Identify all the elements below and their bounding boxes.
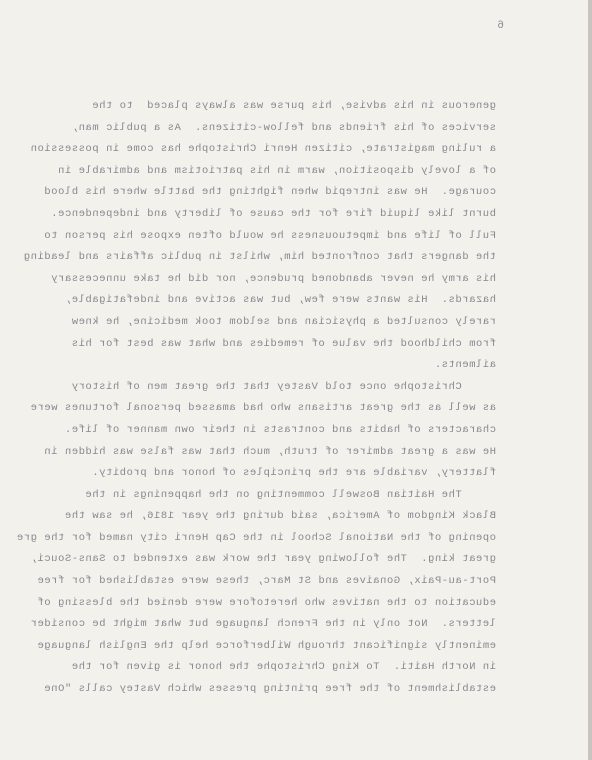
text-line: hazards. His wants were few, but was active and indefatigable, [64,294,496,307]
text-line: his army he never abandoned prudence, nor did he take unnecessary [50,272,496,285]
text-line: generous in his advise, his purse was always placed to the [91,100,496,112]
text-line: courage. He was intrepid when fighting the battle where his blood [43,186,496,199]
page-edge [588,0,592,760]
text-line: opening of the National School in the Cap Henri city named for the gre [16,531,496,544]
text-line: He was a great admirer of truth, much that was false was hidden in [43,445,496,458]
text-line: characters of habits and contrasts in their own manner of life. [64,423,496,436]
text-line: from childhood the value of remedies and what was best for his [71,337,496,350]
text-line: Christophe once told Vastey that the great men of history [71,380,496,393]
text-line: as well as the great artisans who had amassed personal fortunes were [30,402,496,415]
text-line: Port-au-Paix, Gonaives and St Marc, these were established for free [36,575,496,588]
text-line: burnt like liquid fire for the cause of liberty and independence. [50,207,496,220]
text-line: great king. The following year the work was extended to Sans-Souci, [30,553,496,566]
text-line: a ruling magistrate, citizen Henri Christophe has come in possession [30,143,496,156]
text-line: of a lovely disposition, warm in his patriotism and admirable in [57,164,496,177]
text-line: establishment of the free printing presses which Vastey calls "One [43,683,496,696]
text-line: education to the natives who heretofore were denied the blessing of [36,596,496,609]
text-line: the dangers that confronted him, whilst in public affairs and leading [23,251,496,264]
text-line: ailments. [434,359,496,372]
text-line: The Haitian Boswell commenting on the happenings in the [84,488,496,501]
text-line: eminently significant through Wilberforce help the English language [36,639,496,652]
text-line: flattery, variable are the principles of honor and probity. [91,467,496,480]
text-line: letters. Not only in the French language but what might be consider [30,618,496,631]
text-line: Full of life and impetuousness he would often expose his person to [43,229,496,242]
text-line: rarely consulted a physician and seldom took medicine, he knew [71,315,496,328]
page-number: 6 [496,20,504,32]
text-line: in North Haiti. To King Christophe the honor is given for the [71,661,496,674]
text-line: Black Kingdom of America, said during the year 1816, he saw the [64,510,496,523]
text-line: services of his friends and fellow-citizens. As a public man, [71,121,496,134]
typed-text-block [16,96,496,701]
